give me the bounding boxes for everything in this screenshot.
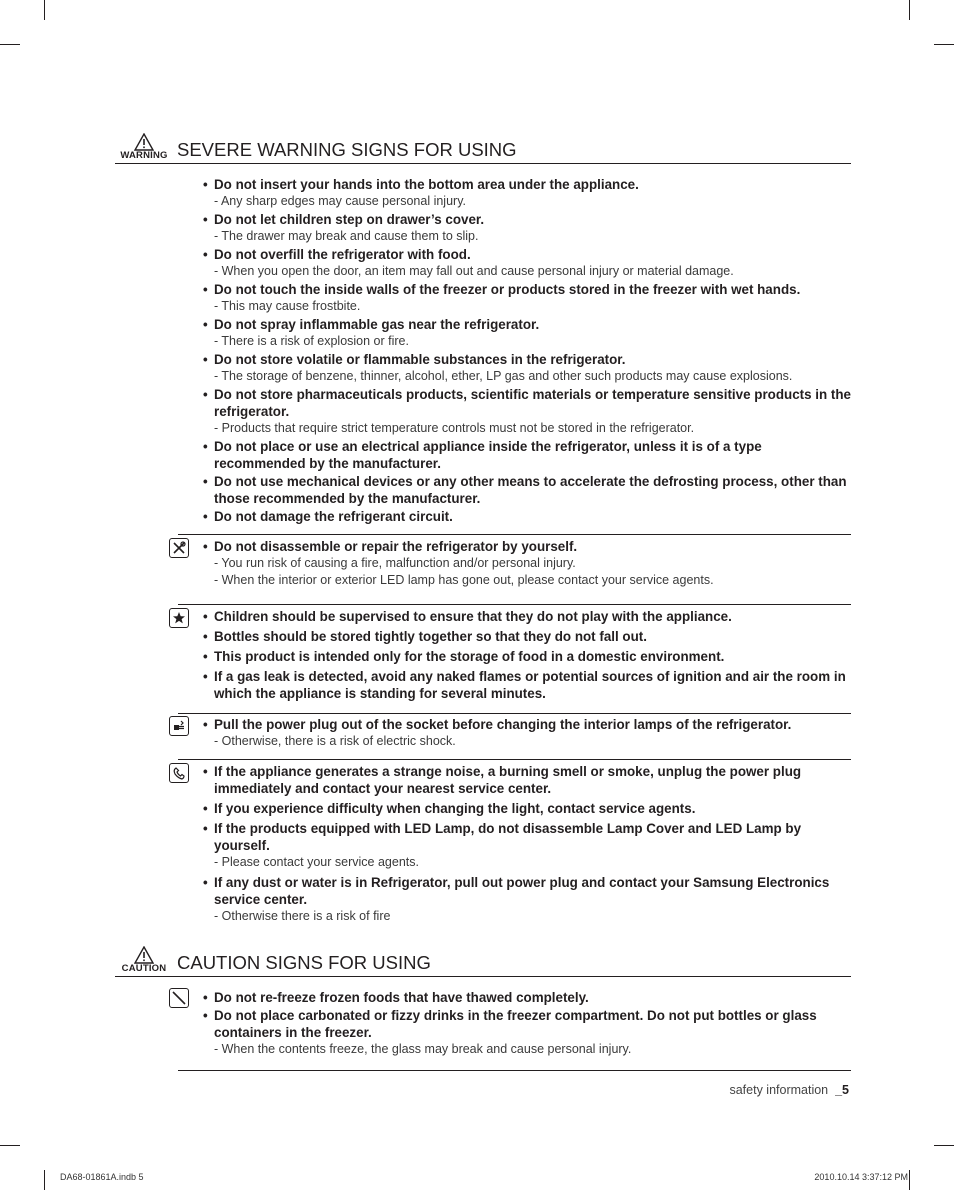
list-item <box>202 351 851 385</box>
disassemble-list <box>202 538 851 589</box>
list-item-text: • Do not spray inflammable gas near the refrigerator. <box>214 316 851 333</box>
list-item-text: • This product is intended only for the storage of food in a domestic environment. <box>214 648 851 665</box>
list-item-note: - You run risk of causing a fire, malfunction and/or personal injury. <box>214 556 576 570</box>
list-item-text: • If the products equipped with LED Lamp, do not disassemble Lamp Cover and LED Lamp by yourself. <box>214 820 851 854</box>
disassemble-block <box>178 538 851 605</box>
list-item <box>202 648 851 665</box>
crop-mark <box>44 0 45 20</box>
list-item-note: - Otherwise, there is a risk of electric shock. <box>214 734 456 748</box>
list-item-text: • If the appliance generates a strange noise, a burning smell or smoke, unplug the power plug immediately and contact your nearest service center. <box>214 763 851 797</box>
list-item <box>202 1007 851 1058</box>
list-item <box>202 473 851 507</box>
slug-timestamp: 2010.10.14 3:37:12 PM <box>814 1172 908 1182</box>
list-item-note: - When you open the door, an item may fall out and cause personal injury or material damage. <box>214 264 734 278</box>
list-item <box>202 800 851 817</box>
list-item-text: • Do not disassemble or repair the refrigerator by yourself. <box>214 538 851 555</box>
list-item-text: • Do not insert your hands into the bottom area under the appliance. <box>214 176 851 193</box>
list-item <box>202 246 851 280</box>
list-item-text: • Bottles should be stored tightly together so that they do not fall out. <box>214 628 851 645</box>
list-item-note: - Products that require strict temperature controls must not be stored in the refrigerator. <box>214 421 695 435</box>
list-item <box>202 316 851 350</box>
list-item-text: • Do not store pharmaceuticals products, scientific materials or temperature sensitive products in the refrigerator. <box>214 386 851 420</box>
warning-section-title: SEVERE WARNING SIGNS FOR USING <box>177 139 517 160</box>
list-item-note: - The storage of benzene, thinner, alcohol, ether, LP gas and other such products may cause explosions. <box>214 369 793 383</box>
unplug-block <box>178 716 851 760</box>
list-item-text: • If any dust or water is in Refrigerator, pull out power plug and contact your Samsung Electronics service center. <box>214 874 851 908</box>
list-item <box>202 508 851 525</box>
list-item-note: - Any sharp edges may cause personal injury. <box>214 194 466 208</box>
list-item-note: - The drawer may break and cause them to slip. <box>214 229 479 243</box>
caution-section-title: CAUTION SIGNS FOR USING <box>177 952 431 973</box>
list-item <box>202 386 851 437</box>
list-item-text: • Children should be supervised to ensure that they do not play with the appliance. <box>214 608 851 625</box>
list-item <box>202 989 851 1006</box>
list-item-note: - When the interior or exterior LED lamp has gone out, please contact your service agents. <box>214 573 714 587</box>
list-item-text: • Do not store volatile or flammable substances in the refrigerator. <box>214 351 851 368</box>
list-item-text: • Do not place or use an electrical appliance inside the refrigerator, unless it is of a type recommended by the manufacturer. <box>214 438 851 472</box>
list-item-text: • Pull the power plug out of the socket before changing the interior lamps of the refrigerator. <box>214 716 851 733</box>
list-item-text: • Do not touch the inside walls of the freezer or products stored in the freezer with wet hands. <box>214 281 851 298</box>
list-item-text: • Do not overfill the refrigerator with food. <box>214 246 851 263</box>
list-item-note: - There is a risk of explosion or fire. <box>214 334 409 348</box>
list-item-text: • Do not re-freeze frozen foods that have thawed completely. <box>214 989 851 1006</box>
footer-section-label: safety information <box>729 1083 829 1097</box>
list-item <box>202 281 851 315</box>
list-item-note: - Otherwise there is a risk of fire <box>214 909 391 923</box>
list-item <box>202 763 851 797</box>
caution-section-header <box>115 942 851 977</box>
list-item-text: • If a gas leak is detected, avoid any naked flames or potential sources of ignition and air the room in which the appliance is standing for several minutes. <box>214 668 851 702</box>
crop-mark <box>934 1145 954 1146</box>
crop-mark <box>0 1145 20 1146</box>
contact-block <box>178 763 851 935</box>
crop-mark <box>909 0 910 20</box>
list-item-note: - Please contact your service agents. <box>214 855 419 869</box>
slug-file: DA68-01861A.indb 5 <box>60 1172 144 1182</box>
warning-section-header <box>115 129 851 164</box>
crop-mark <box>909 1170 910 1190</box>
caution-block <box>178 988 851 1071</box>
caution-triangle-icon <box>134 946 154 964</box>
contact-list <box>202 763 851 925</box>
list-item-text: • Do not damage the refrigerant circuit. <box>214 508 851 525</box>
warning-sign-label: WARNING <box>120 150 168 161</box>
list-item <box>202 211 851 245</box>
list-item-text: • Do not let children step on drawer’s cover. <box>214 211 851 228</box>
warning-sign <box>115 133 173 161</box>
list-item <box>202 716 851 750</box>
list-item-text: • Do not use mechanical devices or any other means to accelerate the defrosting process, other than those recommended by the manufacturer. <box>214 473 851 507</box>
list-item-note: - When the contents freeze, the glass may break and cause personal injury. <box>214 1042 632 1056</box>
warning-list <box>202 176 851 525</box>
list-item <box>202 668 851 702</box>
list-item <box>202 176 851 210</box>
page-footer <box>729 1083 849 1097</box>
warning-triangle-icon <box>134 133 154 151</box>
crop-mark <box>934 44 954 45</box>
list-item <box>202 438 851 472</box>
caution-sign <box>115 946 173 974</box>
unplug-list <box>202 716 851 750</box>
list-item <box>202 608 851 625</box>
list-item-text: • Do not place carbonated or fizzy drinks in the freezer compartment. Do not put bottles or glass containers in the freezer. <box>214 1007 851 1041</box>
list-item <box>202 820 851 871</box>
page-number: _5 <box>835 1083 849 1097</box>
crop-mark <box>0 44 20 45</box>
caution-list <box>202 989 851 1058</box>
list-item <box>202 538 851 589</box>
warning-block <box>178 176 851 535</box>
list-item <box>202 628 851 645</box>
crop-mark <box>44 1170 45 1190</box>
list-item <box>202 874 851 925</box>
caution-sign-label: CAUTION <box>121 963 167 974</box>
important-block <box>178 608 851 714</box>
list-item-note: - This may cause frostbite. <box>214 299 361 313</box>
list-item-text: • If you experience difficulty when changing the light, contact service agents. <box>214 800 851 817</box>
important-list <box>202 608 851 702</box>
